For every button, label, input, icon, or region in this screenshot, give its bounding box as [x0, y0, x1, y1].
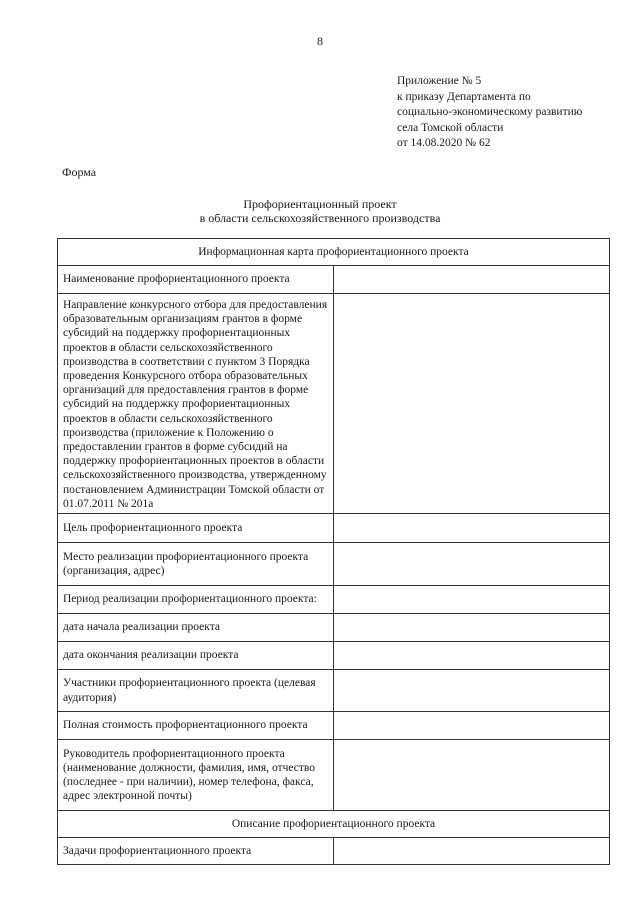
row-value-end-date[interactable]	[334, 642, 610, 670]
table-row	[58, 586, 610, 614]
row-label-end-date: дата окончания реализации проекта	[58, 642, 334, 670]
row-label-total-cost: Полная стоимость профориентационного проекта	[58, 712, 334, 740]
table-row	[58, 838, 610, 865]
project-info-table	[57, 238, 610, 865]
appendix-line: Приложение № 5	[397, 75, 482, 87]
row-label-project-period: Период реализации профориентационного проекта:	[58, 586, 334, 614]
row-value-project-name[interactable]	[334, 266, 610, 294]
title-line: в области сельскохозяйственного производства	[199, 211, 441, 225]
appendix-line: к приказу Департамента по	[397, 90, 531, 103]
table-row	[58, 543, 610, 586]
row-label-participants: Участники профориентационного проекта (целевая аудитория)	[58, 670, 334, 712]
document-title	[0, 197, 640, 225]
section-header-description: Описание профориентационного проекта	[58, 811, 610, 838]
appendix-line: социально-экономическому развитию	[397, 106, 583, 118]
row-label-selection-direction: Направление конкурсного отбора для предоставления образовательным организациям грантов в форме субсидий на поддержку профориентационных проектов в области сельскохозяйственного производства в соответствии с пунктом 3 Порядка проведения Конкурсного отбора образовательных организаций для предоставления грантов в форме субсидий на поддержку профориентационных проектов в области сельскохозяйственного производства (приложение к Положению о предоставлении грантов в форме субсидий на поддержку профориентационных проектов в области сельскохозяйственного производства, утвержденному постановлением Администрации Томской области от 01.07.2011 № 201а	[58, 294, 334, 514]
row-value-project-period[interactable]	[334, 586, 610, 614]
row-value-project-goal[interactable]	[334, 514, 610, 543]
page-number: 8	[317, 34, 323, 48]
row-label-start-date: дата начала реализации проекта	[58, 614, 334, 642]
row-value-total-cost[interactable]	[334, 712, 610, 740]
table-row	[58, 614, 610, 642]
table-row	[58, 266, 610, 294]
row-value-project-location[interactable]	[334, 543, 610, 586]
form-label: Форма	[62, 165, 97, 179]
row-value-start-date[interactable]	[334, 614, 610, 642]
section-header-info-card: Информационная карта профориентационного проекта	[58, 239, 610, 266]
appendix-block	[397, 74, 582, 152]
row-label-project-location: Место реализации профориентационного проекта (организация, адрес)	[58, 543, 334, 586]
row-label-project-name: Наименование профориентационного проекта	[58, 266, 334, 294]
table-row	[58, 514, 610, 543]
table-row	[58, 670, 610, 712]
row-value-selection-direction[interactable]	[334, 294, 610, 514]
row-label-project-tasks: Задачи профориентационного проекта	[58, 838, 334, 865]
table-row	[58, 740, 610, 811]
appendix-line: села Томской области	[397, 121, 504, 134]
section-header-row	[58, 239, 610, 266]
row-value-participants[interactable]	[334, 670, 610, 712]
row-value-project-manager[interactable]	[334, 740, 610, 811]
row-label-project-manager: Руководитель профориентационного проекта (наименование должности, фамилия, имя, отчество (последнее - при наличии), номер телефона, факса, адрес электронной почты)	[58, 740, 334, 811]
table-row	[58, 294, 610, 514]
row-label-project-goal: Цель профориентационного проекта	[58, 514, 334, 543]
section-header-row	[58, 811, 610, 838]
title-line: Профориентационный проект	[243, 197, 397, 211]
table-row	[58, 642, 610, 670]
row-value-project-tasks[interactable]	[334, 838, 610, 865]
appendix-line: от 14.08.2020 № 62	[397, 137, 491, 149]
table-row	[58, 712, 610, 740]
